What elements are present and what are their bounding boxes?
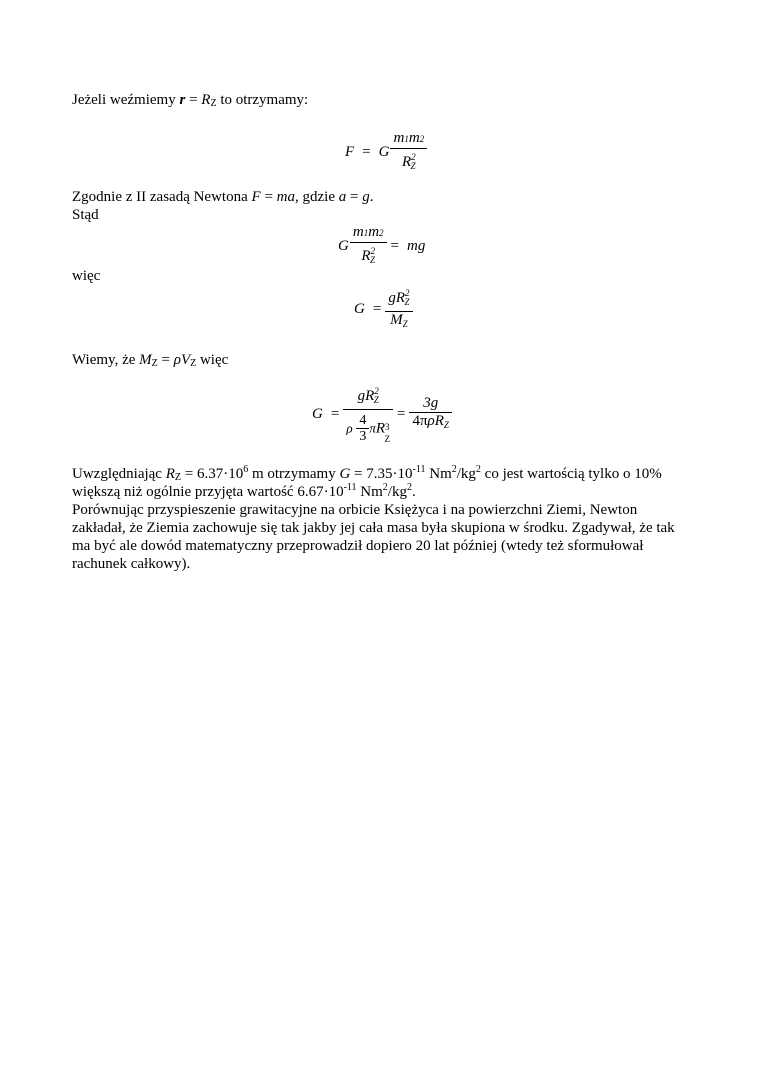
equation-3 — [350, 285, 413, 333]
eq-G: G — [338, 238, 349, 254]
var-R: R — [201, 92, 211, 108]
eq-lhs: G — [354, 300, 365, 317]
eq-rhs: mg — [407, 238, 426, 254]
var-r: r — [179, 92, 186, 108]
numerator: m1m2 — [390, 130, 427, 149]
fraction — [390, 130, 427, 175]
text-span: Jeżeli weźmiemy — [72, 92, 180, 108]
eq-lhs: G — [312, 405, 323, 422]
denominator: $R^2_Z$ — [401, 152, 416, 171]
eq-sign: = — [390, 238, 399, 254]
paragraph-calc-cont: większą niż ogólnie przyjęta wartość $6.67\cdot 10^{-11}$ $Nm^2/kg^2$. — [72, 482, 416, 500]
fraction-right: $\frac{3g}{4\pi\rho R_Z}$ — [409, 395, 451, 434]
paragraph-newton: Zgodnie z II zasadą Newtona F = ma, gdzie a = g. — [72, 189, 374, 205]
fraction-left: $gR^2_Z$ ρ $\frac{4}{3}$ $\pi R3_Z$ — [343, 383, 393, 446]
paragraph-stad: Stąd — [72, 207, 99, 223]
paragraph-calc: Uwzględniając $R_Z = 6.37\cdot 10^6$ m otrzymamy $G = 7.35\cdot 10^{-11}$ $Nm^2/kg^2$ co jest wartością tylko o 10% — [72, 464, 662, 483]
text-span: = — [185, 92, 202, 108]
subscript: Z — [210, 98, 217, 109]
fraction-four-thirds: $\frac{4}{3}$ — [356, 413, 369, 444]
eq-sign: = — [397, 405, 406, 422]
eq-sign: = — [330, 405, 340, 422]
fraction: $\frac{gR^2_Z}{M_Z}$ — [385, 285, 412, 333]
eq-sign: = — [372, 300, 382, 317]
paragraph-intro — [72, 91, 308, 109]
eq-lhs: F — [345, 144, 355, 160]
eq-G: G — [378, 144, 390, 160]
equation-1 — [341, 130, 427, 175]
paragraph-wiec: więc — [72, 268, 101, 284]
eq-sign: = — [362, 144, 371, 160]
fraction: $\frac{m1m2}{R^2_Z}$ — [350, 224, 387, 269]
equation-4 — [308, 383, 452, 446]
paragraph-wiemy: Wiemy, że $M_Z = \rho V_Z$ więc — [72, 352, 229, 369]
equation-2 — [334, 224, 429, 269]
paragraph-history: Porównując przyspieszenie grawitacyjne na orbicie Księżyca i na powierzchni Ziemi, Newton zakładał, że Ziemia zachowuje się tak jakby jej cała masa była skupiona w środku. Zgadywał, że tak ma być ale dowód matematyczny przeprowadził dopiero 20 lat później (wtedy też sformułował rachunek całkowy). — [72, 502, 675, 572]
text-span: to otrzymamy: — [216, 92, 309, 108]
